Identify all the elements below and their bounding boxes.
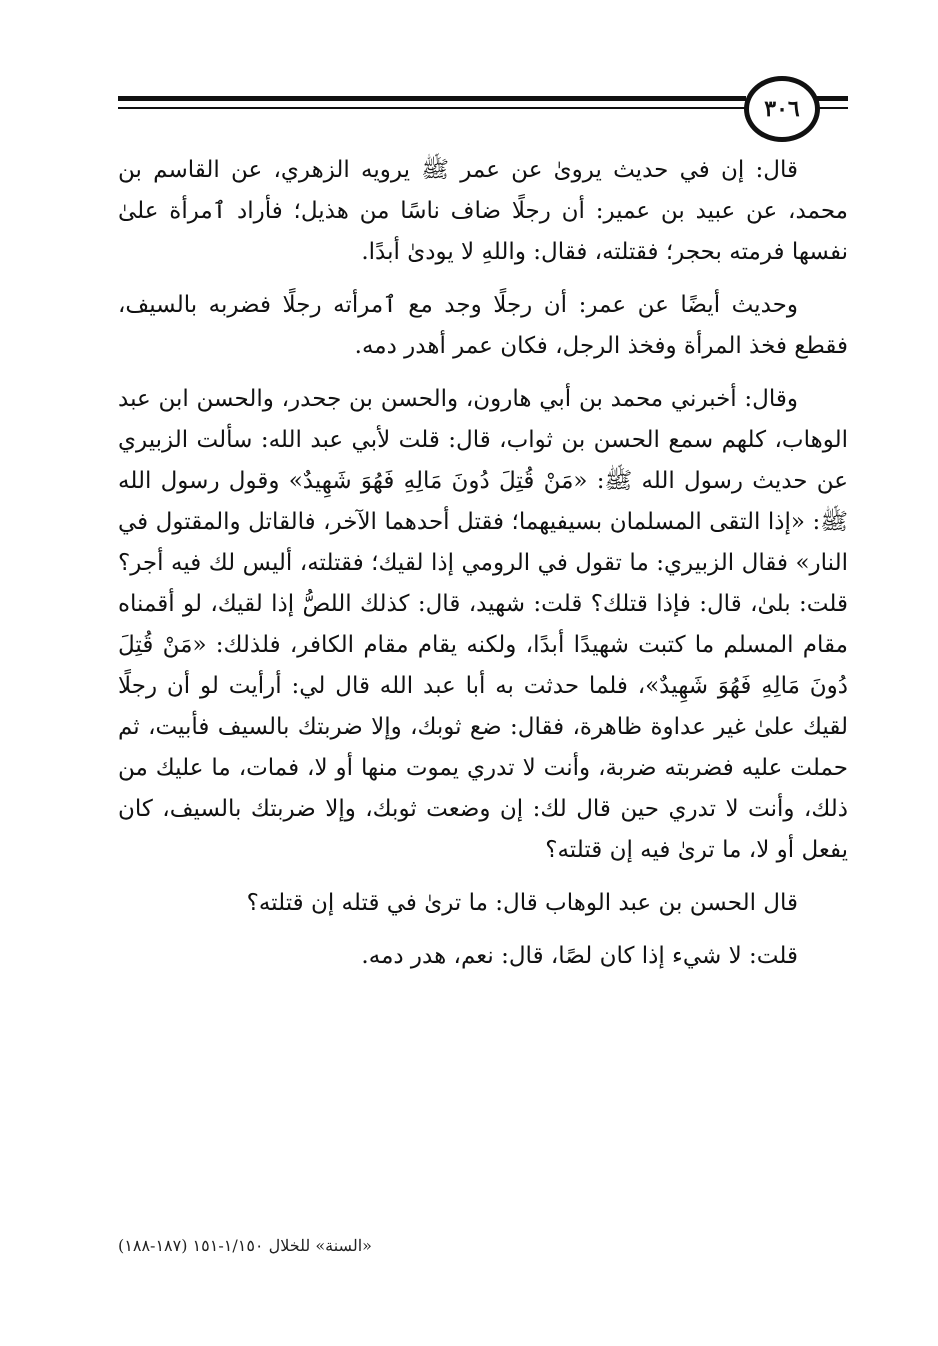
paragraph-4: قال الحسن بن عبد الوهاب قال: ما ترىٰ في قتله إن قتلته؟ [246,890,798,916]
paragraph-gap [118,871,848,883]
paragraph-gap [118,924,848,936]
footnote-citation: «السنة» للخلال ١/١٥٠-١٥١ (١٨٧-١٨٨) [118,1236,372,1255]
header-rule-thick [118,96,746,101]
header-rule-right-thick [814,96,848,101]
paragraph-3: وقال: أخبرني محمد بن أبي هارون، والحسن بن جحدر، والحسن ابن عبد الوهاب، كلهم سمع الحسن بن ثواب، قال: قلت لأبي عبد الله: سألت الزبيري عن حديث رسول الله ﷺ: «مَنْ قُتِلَ دُونَ مَالِهِ فَهُوَ شَهِيدٌ» وقول رسول الله ﷺ: «إذا التقى المسلمان بسيفيهما؛ فقتل أحدهما الآخر، فالقاتل والمقتول في النار» فقال الزبيري: ما تقول في الرومي إذا لقيك؛ فقتلته، أليس لك فيه أجر؟ قلت: بلىٰ، قال: فإذا قتلك؟ قلت: شهيد، قال: كذلك اللصُّ إذا لقيك، لو أقمناه مقام المسلم ما كتبت شهيدًا أبدًا، ولكنه يقام مقام الكافر، فلذلك: «مَنْ قُتِلَ دُونَ مَالِهِ فَهُوَ شَهِيدٌ»، فلما حدثت به أبا عبد الله قال لي: أرأيت لو أن رجلًا لقيك علىٰ غير عداوة ظاهرة، فقال: ضع ثوبك، وإلا ضربتك بالسيف فأبيت، ثم حملت عليه فضربته ضربة، وأنت لا تدري يموت منها أو لا، فمات، ما عليك من ذلك، وأنت لا تدري حين قال لك: إن وضعت ثوبك، وإلا ضربتك بالسيف، كان يفعل أو لا، ما ترىٰ فيه إن قتلته؟ [118,386,848,863]
paragraph-gap [118,273,848,285]
header-rule-thin [118,107,746,109]
paragraph-1: قال: إن في حديث يروىٰ عن عمر ﷺ يرويه الزهري، عن القاسم بن محمد، عن عبيد بن عمير: أن رجلًا ضاف ناسًا من هذيل؛ فأراد ٱمرأة علىٰ نفسها فرمته بحجر؛ فقتلته، فقال: واللهِ لا يودىٰ أبدًا. [118,157,848,265]
paragraph-5: قلت: لا شيء إذا كان لصًا، قال: نعم، هدر دمه. [361,943,798,969]
page-number: ٣٠٦ [744,76,820,142]
main-text [118,150,848,977]
page-header [118,66,848,146]
paragraph-gap [118,367,848,379]
paragraph-2: وحديث أيضًا عن عمر: أن رجلًا وجد مع ٱمرأته رجلًا فضربه بالسيف، فقطع فخذ المرأة وفخذ الرجل، فكان عمر أهدر دمه. [118,292,848,359]
